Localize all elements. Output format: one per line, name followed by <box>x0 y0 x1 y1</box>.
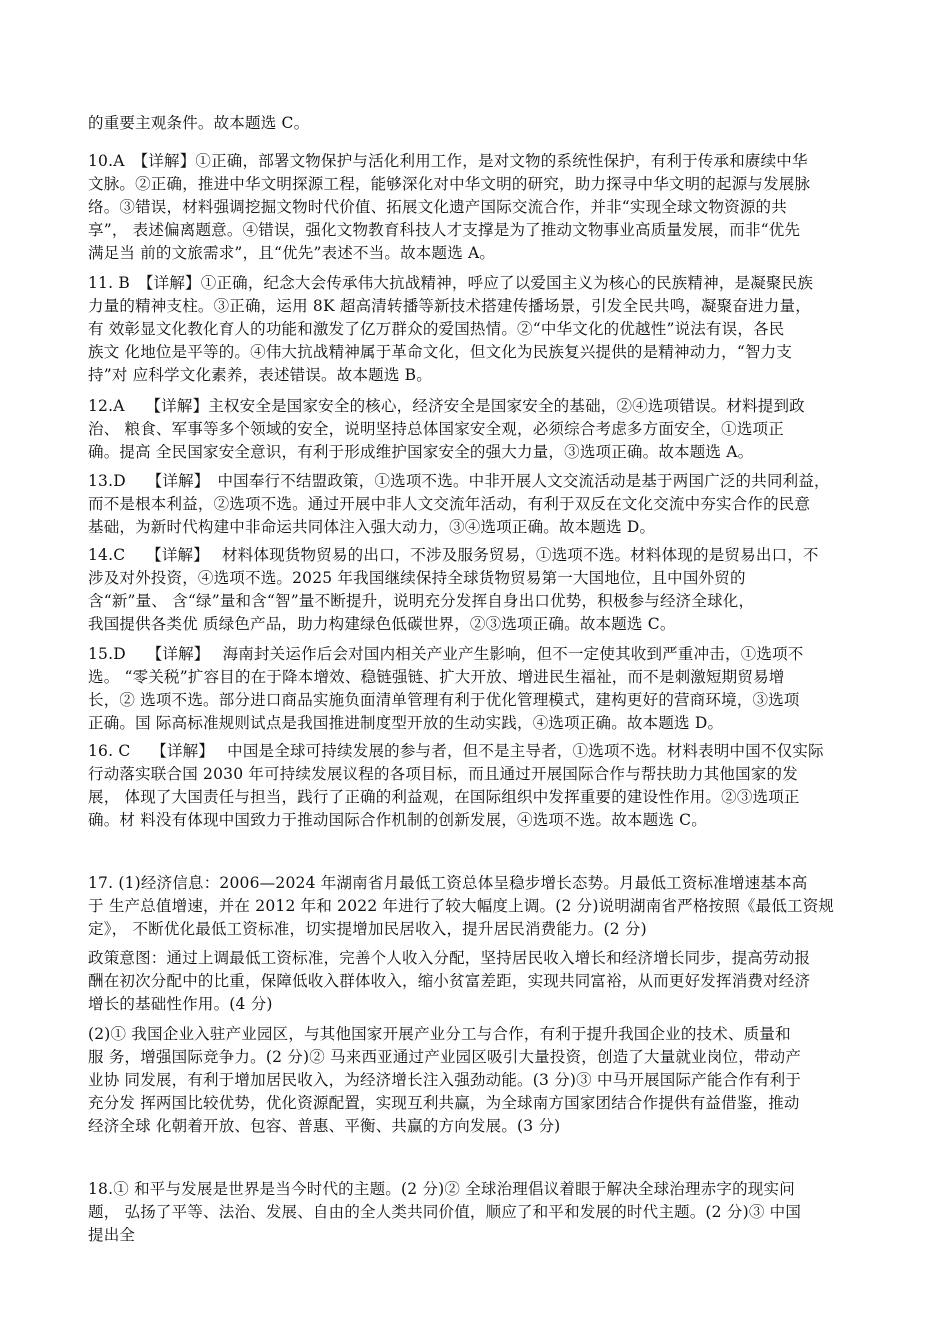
text-line: 有 效彰显文化教化育人的功能和激发了亿万群众的爱国热情。②“中华文化的优越性”说法有误，各民 <box>88 320 785 338</box>
text-line: 持”对 应科学文化素养，表述错误。故本题选 B。 <box>88 366 432 384</box>
text-line: 而不是根本利益，②选项不选。通过开展中非人文交流年活动，有利于双反在文化交流中夯实合作的民意 <box>88 495 811 513</box>
text-line: 17. (1)经济信息：2006—2024 年湖南省月最低工资总体呈稳步增长态势。月最低工资标准增速基本高 <box>88 874 808 892</box>
q12-answer <box>88 395 805 464</box>
text-line: 展， 体现了大国责任与担当，践行了正确的利益观，在国际组织中发挥重要的建设性作用。②③选项正 <box>88 788 800 806</box>
text-line: 政策意图：通过上调最低工资标准，完善个人收入分配，坚持居民收入增长和经济增长同步，提高劳动报 <box>88 949 811 967</box>
text-line: 定》， 不断优化最低工资标准，切实提增加民居收入，提升居民消费能力。(2 分) <box>88 920 647 938</box>
text-line: 题， 弘扬了平等、法治、发展、自由的全人类共同价值，顺应了和平和发展的时代主题。(2 分)③ 中国 <box>88 1203 802 1221</box>
text-line: 涉及对外投资，④选项不选。2025 年我国继续保持全球货物贸易第一大国地位，且中国外贸的 <box>88 569 746 587</box>
q17-part2 <box>88 1023 801 1138</box>
q11-answer <box>88 272 813 387</box>
text-line: 选。 “零关税”扩容目的在于降本增效、稳链强链、扩大开放、增进民生福祉，而不是刺激短期贸易增 <box>88 668 785 686</box>
q17-part1 <box>88 872 834 941</box>
text-line: 满足当 前的文旅需求”，且“优先”表述不当。故本题选 A。 <box>88 244 496 262</box>
text-line: 增长的基础性作用。(4 分) <box>88 995 273 1013</box>
text-line: 13.D 【详解】 中国奉行不结盟政策，①选项不选。中非开展人文交流活动是基于两国广泛的共同利益， <box>88 472 830 490</box>
text-line: 16. C 【详解】 中国是全球可持续发展的参与者，但不是主导者，①选项不选。材料表明中国不仅实际 <box>88 742 824 760</box>
text-line: 15.D 【详解】 海南封关运作后会对国内相关产业产生影响，但不一定使其收到严重冲击，①选项不 <box>88 645 804 663</box>
text-line: 11. B 【详解】①正确，纪念大会传承伟大抗战精神，呼应了以爱国主义为核心的民族精神，是凝聚民族 <box>88 274 814 292</box>
text-line: (2)① 我国企业入驻产业园区，与其他国家开展产业分工与合作，有利于提升我国企业的技术、质量和 <box>88 1025 791 1043</box>
text-line: 12.A 【详解】主权安全是国家安全的核心，经济安全是国家安全的基础，②④选项错误。材料提到政 <box>88 397 805 415</box>
text-line: 基础，为新时代构建中非命运共同体注入强大动力，③④选项正确。故本题选 D。 <box>88 518 656 536</box>
text-line: 业协 同发展，有利于增加居民收入，为经济增长注入强劲动能。(3 分)③ 中马开展国际产能合作有利于 <box>88 1071 802 1089</box>
q14-answer <box>88 544 819 636</box>
q10-answer <box>88 150 810 265</box>
text-line: 长，② 选项不选。部分进口商品实施负面清单管理有利于优化管理模式，建构更好的营商环境，③选项 <box>88 691 800 709</box>
text-line: 确。材 料没有体现中国致力于推动国际合作机制的创新发展，④选项不选。故本题选 C。 <box>88 811 707 829</box>
text-line: 酬在初次分配中的比重，保障低收入群体收入，缩小贫富差距，实现共同富裕，从而更好发挥消费对经济 <box>88 972 811 990</box>
text-line: 10.A 【详解】①正确，部署文物保护与活化利用工作，是对文物的系统性保护，有利于传承和赓续中华 <box>88 152 808 170</box>
text-line: 我国提供各类优 质绿色产品，助力构建绿色低碳世界，②③选项正确。故本题选 C。 <box>88 615 676 633</box>
text-line: 治、 粮食、军事等多个领域的安全，说明坚持总体国家安全观，必须综合考虑多方面安全，①选项正 <box>88 420 784 438</box>
text-line: 充分发 挥两国比较优势，优化资源配置，实现互利共赢，为全球南方国家团结合作提供有益借鉴，推动 <box>88 1094 800 1112</box>
q18-answer <box>88 1178 801 1247</box>
text-line: 文脉。②正确，推进中华文明探源工程，能够深化对中华文明的研究，助力探寻中华文明的起源与发展脉 <box>88 175 811 193</box>
text-line: 族文 化地位是平等的。④伟大抗战精神属于革命文化，但文化为民族复兴提供的是精神动力，“智力支 <box>88 343 793 361</box>
text-line: 含“新”量、 含“绿”量和含“智”量不断提升，说明充分发挥自身出口优势，积极参与经济全球化， <box>88 592 755 610</box>
text-line: 服 务，增强国际竞争力。(2 分)② 马来西亚通过产业园区吸引大量投资，创造了大量就业岗位，带动产 <box>88 1048 802 1066</box>
q15-answer <box>88 643 804 735</box>
text-line: 的重要主观条件。故本题选 C。 <box>88 114 310 132</box>
text-line: 络。③错误，材料强调挖掘文物时代价值、拓展文化遗产国际交流合作，并非“实现全球文物资源的共 <box>88 198 787 216</box>
text-line: 提出全 <box>88 1226 136 1244</box>
text-line: 确。提高 全民国家安全意识，有利于形成维护国家安全的强大力量，③选项正确。故本题选 A。 <box>88 443 754 461</box>
q17-policy <box>88 947 810 1016</box>
text-line: 于 生产总值增速，并在 2012 年和 2022 年进行了较大幅度上调。(2 分)说明湖南省严格按照《最低工资规 <box>88 897 835 915</box>
q9-tail <box>88 112 309 135</box>
q13-answer <box>88 470 830 539</box>
text-line: 14.C 【详解】 材料体现货物贸易的出口，不涉及服务贸易，①选项不选。材料体现的是贸易出口，不 <box>88 546 819 564</box>
text-line: 18.① 和平与发展是世界是当今时代的主题。(2 分)② 全球治理倡议着眼于解决全球治理赤字的现实问 <box>88 1180 795 1198</box>
q16-answer <box>88 740 824 832</box>
text-line: 正确。国 际高标准规则试点是我国推进制度型开放的生动实践，④选项正确。故本题选 D。 <box>88 714 724 732</box>
text-line: 行动落实联合国 2030 年可持续发展议程的各项目标，而且通过开展国际合作与帮扶助力其他国家的发 <box>88 765 798 783</box>
text-line: 经济全球 化朝着开放、包容、普惠、平衡、共赢的方向发展。(3 分) <box>88 1117 561 1135</box>
text-line: 享”， 表述偏离题意。④错误，强化文物教育科技人才支撑是为了推动文物事业高质量发展，而非“优先 <box>88 221 801 239</box>
text-line: 力量的精神支柱。③正确，运用 8K 超高清转播等新技术搭建传播场景，引发全民共鸣，凝聚奋进力量， <box>88 297 811 315</box>
